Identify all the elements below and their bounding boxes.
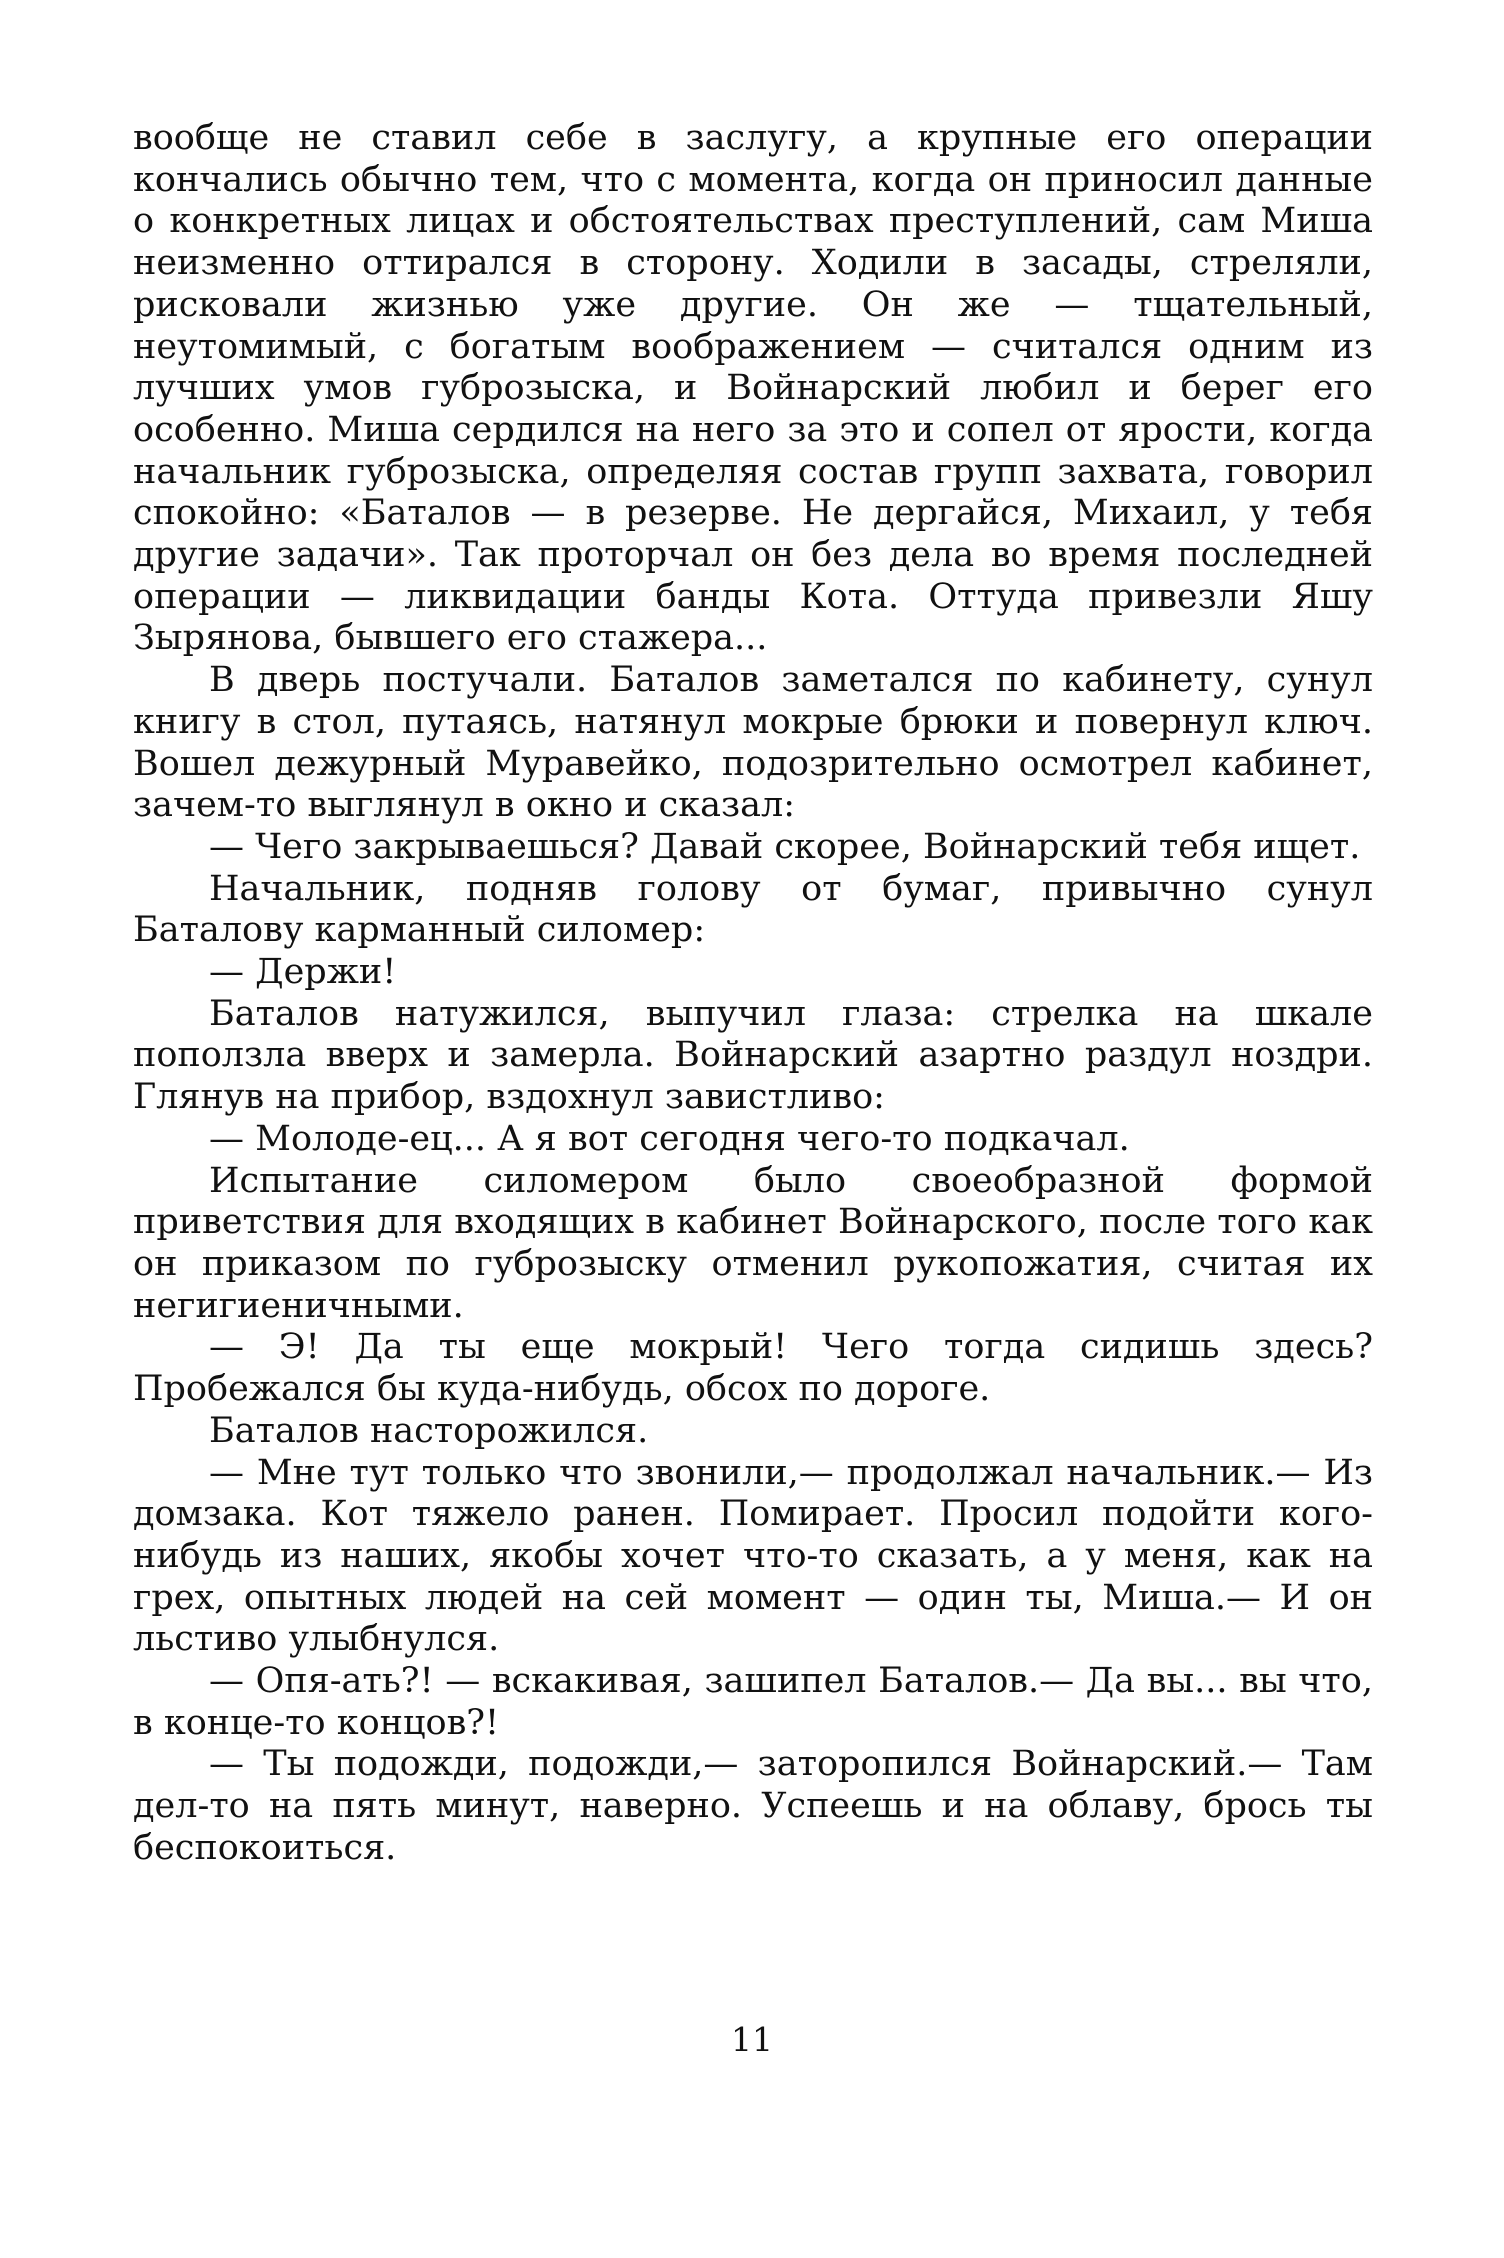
page-text	[133, 118, 1373, 1870]
paragraph: — Э! Да ты еще мокрый! Чего тогда сидишь здесь? Пробежался бы куда-нибудь, обсох по дороге.	[133, 1327, 1373, 1410]
paragraph: Баталов натужился, выпучил глаза: стрелка на шкале поползла вверх и замерла. Войнарский азартно раздул ноздри. Глянув на прибор, вздохнул завистливо:	[133, 993, 1373, 1118]
page-number: 11	[731, 2020, 773, 2059]
paragraph: — Чего закрываешься? Давай скорее, Войнарский тебя ищет.	[209, 826, 1361, 867]
paragraph: Баталов насторожился.	[209, 1410, 649, 1451]
paragraph: вообще не ставил себе в заслугу, а крупные его операции кончались обычно тем, что с момента, когда он приносил данные о конкретных лицах и обстоятельствах преступлений, сам Миша неизменно оттирался в сторону. Ходили в засады, стреляли, рисковали жизнью уже другие. Он же — тщательный, неутомимый, с богатым воображением — считался одним из лучших умов губрозыска, и Войнарский любил и берег его особенно. Миша сердился на него за это и сопел от ярости, когда начальник губрозыска, определяя состав групп захвата, говорил спокойно: «Баталов — в резерве. Не дергайся, Михаил, у тебя другие задачи». Так проторчал он без дела во время последней операции — ликвидации банды Кота. Оттуда привезли Яшу Зырянова, бывшего его стажера...	[133, 118, 1373, 659]
paragraph: Начальник, подняв голову от бумаг, привычно сунул Баталову карманный силомер:	[133, 868, 1373, 951]
paragraph: Испытание силомером было своеобразной формой приветствия для входящих в кабинет Войнарского, после того как он приказом по губрозыску отменил рукопожатия, считая их негигиеничными.	[133, 1160, 1373, 1326]
paragraph: — Опя-ать?! — вскакивая, зашипел Баталов.— Да вы... вы что, в конце-то концов?!	[133, 1661, 1373, 1743]
paragraph: В дверь постучали. Баталов заметался по кабинету, сунул книгу в стол, путаясь, натянул мокрые брюки и повернул ключ. Вошел дежурный Муравейко, подозрительно осмотрел кабинет, зачем-то выглянул в окно и сказал:	[133, 660, 1373, 826]
paragraph: — Мне тут только что звонили,— продолжал начальник.— Из домзака. Кот тяжело ранен. Помирает. Просил подойти кого-нибудь из наших, якобы хочет что-то сказать, а у меня, как на грех, опытных людей на сей момент — один ты, Миша.— И он льстиво улыбнулся.	[133, 1452, 1373, 1660]
paragraph: — Ты подожди, подожди,— заторопился Войнарский.— Там дел-то на пять минут, наверно. Успеешь и на облаву, брось ты беспокоиться.	[133, 1744, 1373, 1868]
paragraph: — Держи!	[209, 952, 397, 993]
paragraph: — Молоде-ец... А я вот сегодня чего-то подкачал.	[209, 1118, 1130, 1159]
